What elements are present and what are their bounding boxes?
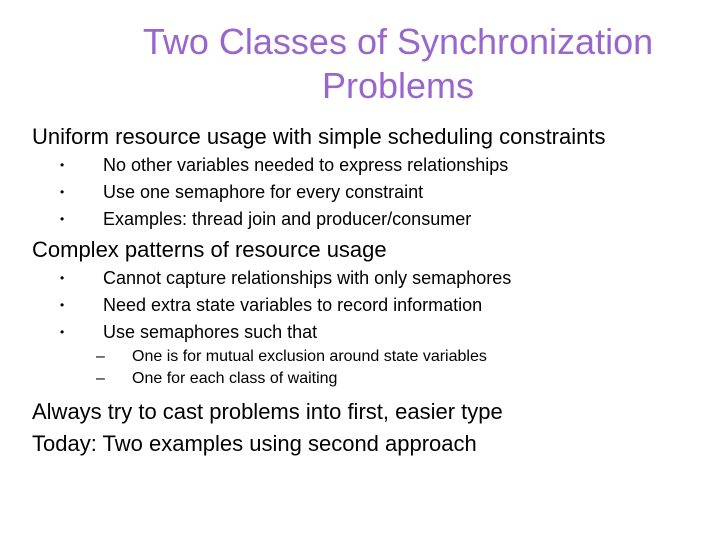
slide-title-line-2: Problems [321,65,475,106]
list-item [32,152,712,179]
list-item [32,206,712,233]
list-item-text: Use one semaphore for every constraint [103,182,424,202]
bullet-icon: • [60,185,65,199]
sub-list-item-text: One for each class of waiting [132,370,338,387]
list-item [32,292,712,319]
list-item [32,319,712,346]
closing-statements [32,396,712,460]
slide-title-line-1: Two Classes of Synchronization [142,21,654,62]
list-item [32,265,712,292]
list-item [32,179,712,206]
sub-list-item-text: One is for mutual exclusion around state variables [132,348,487,365]
list-item-text: Examples: thread join and producer/consumer [103,209,472,229]
closing-line-1: Always try to cast problems into first, easier type [32,399,503,424]
section-heading-uniform: Uniform resource usage with simple scheduling constraints [32,124,606,149]
bullet-icon: • [60,212,65,226]
bullet-icon: • [60,298,65,312]
bullet-icon: • [60,271,65,285]
list-item-text: Cannot capture relationships with only semaphores [103,268,512,288]
section-heading-complex: Complex patterns of resource usage [32,237,387,262]
sub-list-item [32,368,712,390]
complex-bullet-list [32,265,712,346]
sub-list-item [32,346,712,368]
dash-icon: – [96,370,105,387]
bullet-icon: • [60,325,65,339]
bullet-icon: • [60,158,65,172]
semaphore-subitem-list [32,346,712,390]
list-item-text: No other variables needed to express relationships [103,155,509,175]
uniform-bullet-list [32,152,712,233]
slide-title [0,20,720,108]
list-item-text: Use semaphores such that [103,322,318,342]
closing-line-2: Today: Two examples using second approach [32,431,477,456]
slide-body [32,122,712,460]
list-item-text: Need extra state variables to record information [103,295,483,315]
dash-icon: – [96,348,105,365]
